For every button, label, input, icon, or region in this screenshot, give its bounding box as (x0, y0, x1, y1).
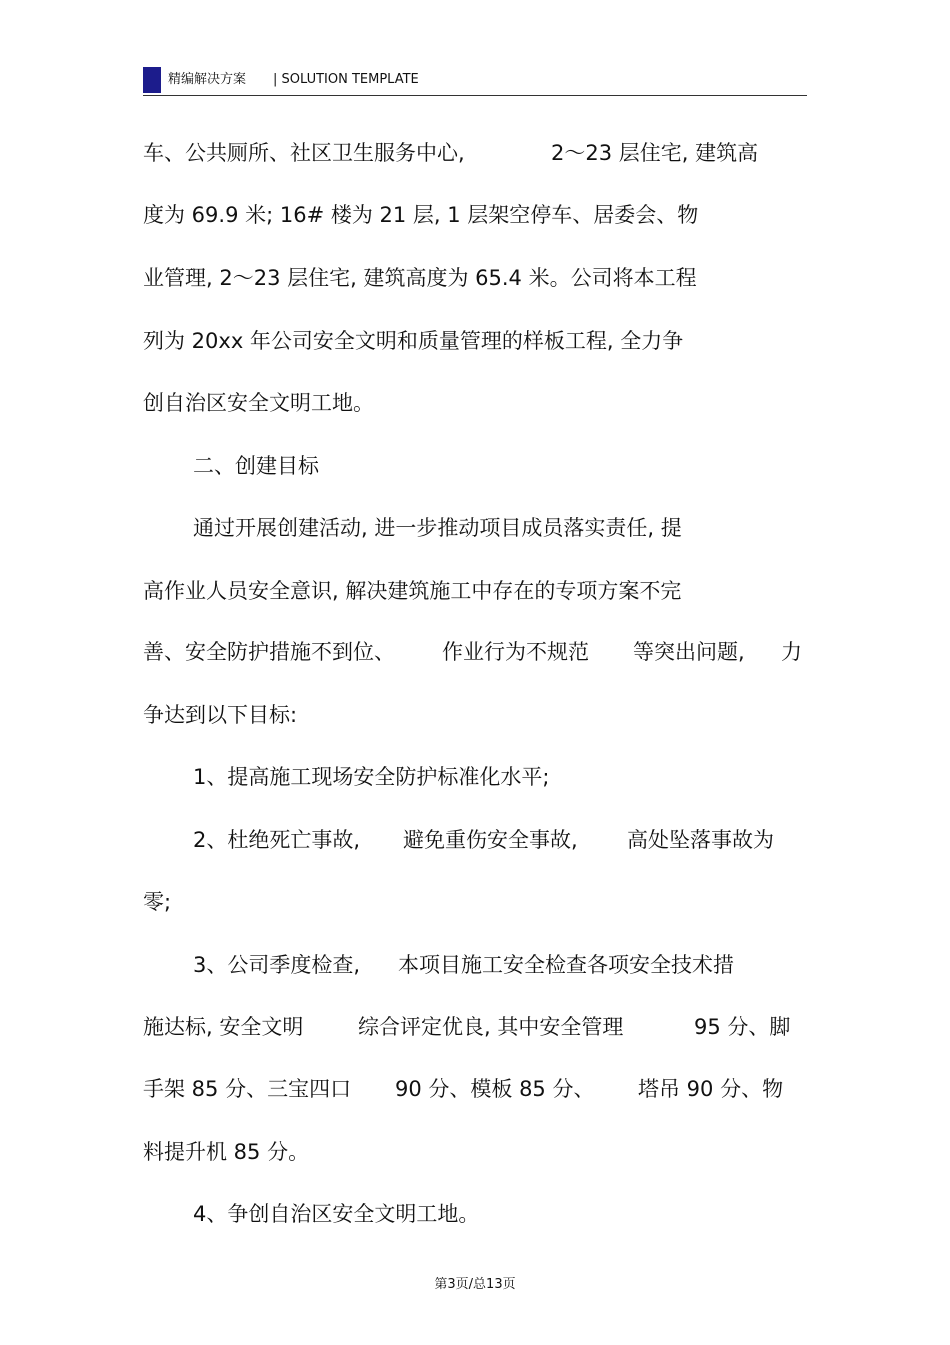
text-line: 料提升机 85 分。 (143, 1140, 310, 1164)
text-line: 创自治区安全文明工地。 (143, 391, 374, 415)
text-line: 零; (143, 890, 172, 914)
text-line: 度为 69.9 米; 16# 楼为 21 层, 1 层架空停车、居委会、物 (143, 203, 699, 227)
text-line: 争达到以下目标: (143, 703, 298, 727)
list-item: 4、争创自治区安全文明工地。 (193, 1202, 480, 1226)
text-line: 手架 85 分、三宝四口 (143, 1077, 352, 1101)
text-line: 塔吊 90 分、物 (638, 1077, 784, 1101)
page-header (143, 64, 807, 94)
text-line: 本项目施工安全检查各项安全技术措 (398, 953, 734, 977)
text-line: 90 分、模板 85 分、 (395, 1077, 595, 1101)
page-number: 第3页/总13页 (434, 1277, 516, 1292)
list-item: 3、公司季度检查, (193, 953, 361, 977)
text-line: 善、安全防护措施不到位、 (143, 640, 395, 664)
logo-icon (143, 67, 161, 93)
header-subtitle: | SOLUTION TEMPLATE (273, 72, 419, 87)
text-line: 作业行为不规范 (442, 640, 589, 664)
text-line: 综合评定优良, 其中安全管理 (358, 1015, 624, 1039)
text-line: 业管理, 2～23 层住宅, 建筑高度为 65.4 米。公司将本工程 (143, 266, 697, 290)
header-title: 精编解决方案 (168, 72, 247, 87)
text-line: 高处坠落事故为 (627, 828, 774, 852)
text-line: 车、公共厕所、社区卫生服务中心, (143, 141, 465, 165)
text-line: 列为 20xx 年公司安全文明和质量管理的样板工程, 全力争 (143, 329, 684, 353)
text-line: 等突出问题, (633, 640, 745, 664)
list-item: 2、杜绝死亡事故, (193, 828, 361, 852)
section-heading: 二、创建目标 (193, 454, 319, 478)
list-item: 1、提高施工现场安全防护标准化水平; (193, 765, 550, 789)
text-line: 高作业人员安全意识, 解决建筑施工中存在的专项方案不完 (143, 579, 682, 603)
text-line: 通过开展创建活动, 进一步推动项目成员落实责任, 提 (193, 516, 682, 540)
text-line: 避免重伤安全事故, (403, 828, 578, 852)
header-divider (143, 95, 807, 96)
text-line: 力 (781, 640, 802, 664)
text-line: 施达标, 安全文明 (143, 1015, 304, 1039)
text-line: 2～23 层住宅, 建筑高 (551, 141, 759, 165)
text-line: 95 分、脚 (694, 1015, 791, 1039)
